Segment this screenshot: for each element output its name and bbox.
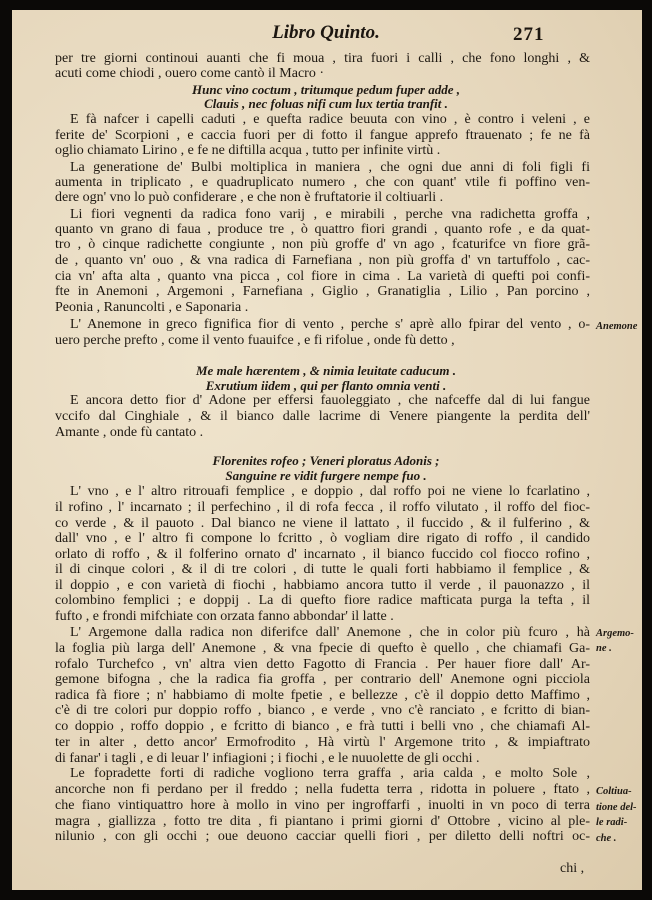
text-line: oglio chiamato Lirino , e fe ne diftilla acqua , tutto per infinite virtù . xyxy=(55,143,441,158)
text-line: L' vno , e l' altro ritrouafi femplice , e doppio , dal roffo poi ne viene lo fcarlatino , xyxy=(70,484,590,499)
margin-note: le radi- xyxy=(596,817,628,828)
text-line: L' Anemone in greco fignifica fior di vento , perche s' aprè allo fpirar del vento , o- xyxy=(70,317,590,332)
margin-note: Anemone xyxy=(596,321,638,332)
text-line: nilunio , con gli occhi ; oue deuono cacciar quelli fiori , per diletto delli noftri oc- xyxy=(55,829,590,844)
text-line: orlato di roffo , & il folferino ornato d' incarnato , il bianco fuccido col fiocco rofino , xyxy=(55,547,590,562)
text-line: Amante , onde fù cantato . xyxy=(55,425,204,440)
text-line: vccifo dal Cinghiale , & il bianco dalle lacrime di Venere piangente la perdita dell' xyxy=(55,409,590,424)
text-line: dall' vno , e l' altro fi compone lo fcritto , ò vogliam dire rigato di roffo , il candido xyxy=(55,531,590,546)
margin-note: tione del- xyxy=(596,802,637,813)
margin-note: ne . xyxy=(596,643,612,654)
text-line: de , quanto vn' ouo , & vna radica di Farnefiana , non più groffa d' vn tartuffolo , cac- xyxy=(55,253,590,268)
text-line: fte in Anemoni , Argemoni , Farnefiana , Giglio , Granatiglia , Lilio , Pan porcino , xyxy=(55,284,590,299)
text-line: la foglia più larga dell' Anemone , & vna fpecie di quefto è quello , che chiamafi Ga- xyxy=(55,641,590,656)
margin-note: che . xyxy=(596,833,617,844)
verse-line: Exrutium iidem , qui per flanto omnia venti . xyxy=(205,378,447,393)
running-title: Libro Quinto. xyxy=(272,22,380,43)
text-line: tro , ò cinque radichette congiunte , non più groffe d' vn ago , fcaturifce vn fiore grã- xyxy=(55,237,590,252)
text-line: E ancora detto fior d' Adone per effersi fauoleggiato , che nafceffe dal di lui fangue xyxy=(70,393,590,408)
text-line: aumenta in triplicato , e quadruplicato numero , che con quant' vtile fi poffino ven- xyxy=(55,175,590,190)
verse-line: Me male hærentem , & nimia leuitate caducum . xyxy=(196,363,456,378)
text-line: c'è di tre colori pur doppio roffo , bianco , e verde , vno c'è ranciato , e fcritto di bian- xyxy=(55,703,590,718)
text-line: Le fopradette forti di radiche vogliono terra graffa , aria calda , e molto Sole , xyxy=(70,766,590,781)
text-line: ter in alter , detto ancor' Ermofrodito , Hà virtù l' Argemone trito , & impiaftrato xyxy=(55,735,590,750)
verse-line: Clauis , nec foluas nifi cum lux tertia tranfit . xyxy=(204,96,448,111)
text-line: magra , giallizza , fotto tre dita , fi piantano i primi giorni d' Ottobre , vicino al ple- xyxy=(55,814,590,829)
text-line: uero perche prefto , come il vento fuauifce , e fi rifolue , onde fù detto , xyxy=(55,333,455,348)
text-line: Li fiori vegnenti da radica fono varij , e mirabili , perche vna radichetta groffa , xyxy=(70,207,590,222)
text-line: quanto vn grano di faua , produce tre , ò quattro fiori grandi , quanto rofe , e da quat- xyxy=(55,222,590,237)
text-line: co doppio , roffo doppio , e fcritto di bianco , e frà tutti i belli vno , che chiamafi Al- xyxy=(55,719,590,734)
text-line: acuti come chiodi , ouero come cantò il Macro · xyxy=(55,66,325,81)
text-line: il doppio , e con varietà di fiochi , habbiamo ancora tutto il verde , il pauonazzo , il xyxy=(55,578,590,593)
verse-line: Hunc vino coctum , tritumque pedum fuper adde , xyxy=(192,82,460,97)
text-line: co verde , & il pauoto . Dal bianco ne viene il lattato , il fuccido , & il fulferino , & xyxy=(55,516,590,531)
text-line: colombino femplici ; e doppij . La di quefto fiore radice mafticata purga la tefta , il xyxy=(55,593,590,608)
text-line: La generatione de' Bulbi moltiplica in maniera , che ogni due anni di foli figli fi xyxy=(70,160,590,175)
text-line: L' Argemone dalla radica non diferifce dall' Anemone , che in color più fcuro , hà xyxy=(70,625,590,640)
text-line: rofalo Turchefco , vn' altra vien detto Fagotto di Francia . Per hauer fiore dall' Ar- xyxy=(55,657,590,672)
verse-line: Florenites rofeo ; Veneri ploratus Adonis ; xyxy=(212,453,440,468)
text-line: Peonia , Ranuncolti , e Saponaria . xyxy=(55,300,249,315)
text-line: di fanar' i tagli , e di leuar l' infiagioni ; i fiochi , e le nuuolette de gli occhi . xyxy=(55,751,480,766)
text-line: cia vn' afta alta , quanto vna picca , col fiore in cima . La varietà di quefti poi confi- xyxy=(55,269,590,284)
text-line: radica fà fiore ; n' habbiamo di molte fpetie , e bellezze , c'è il doppio detto Maffimo , xyxy=(55,688,590,703)
catchword: chi , xyxy=(560,861,585,876)
page-number: 271 xyxy=(513,24,545,45)
text-line: che fiano vintiquattro hore à mollo in vino per ingroffarfi , inuolti in vn poco di terra xyxy=(55,798,590,813)
text-line: ancorche non fi perdano per il freddo ; nella fudetta terra , ridotta in poluere , ftato , xyxy=(55,782,590,797)
margin-note: Coltiua- xyxy=(596,786,632,797)
text-line: ferite de' Scorpioni , e caccia fuori per di fotto il fangue apprefo ftrauenato ; fe ne fà xyxy=(55,128,590,143)
text-line: il rofino , l' incarnato ; il perfechino , il di rofa fecca , il roffo vilutato , il roffo del fioc- xyxy=(55,500,590,515)
text-line: per tre giorni continoui auanti che fi moua , tira fuori i calli , che fono longhi , & xyxy=(55,51,590,66)
text-line: fufto , e frondi mifchiate con orzata fanno abbondar' il latte . xyxy=(55,609,394,624)
text-line: E fà nafcer i capelli caduti , e quefta radice beuuta con vino , è contro i veleni , e xyxy=(70,112,590,127)
text-line: gemone bifogna , che la radica fia groffa , per contrario dell' Anemone ogni picciola xyxy=(55,672,590,687)
margin-note: Argemo- xyxy=(596,628,634,639)
text-line: il di cinque colori , & il di tre colori , di tutte le quali forti habbiamo il femplice , & xyxy=(55,562,590,577)
text-line: dere ogn' vno lo può confiderare , e che non è fruftatorie il coltiuarli . xyxy=(55,190,444,205)
verse-line: Sanguine re vidit furgere nempe fuo . xyxy=(225,468,427,483)
